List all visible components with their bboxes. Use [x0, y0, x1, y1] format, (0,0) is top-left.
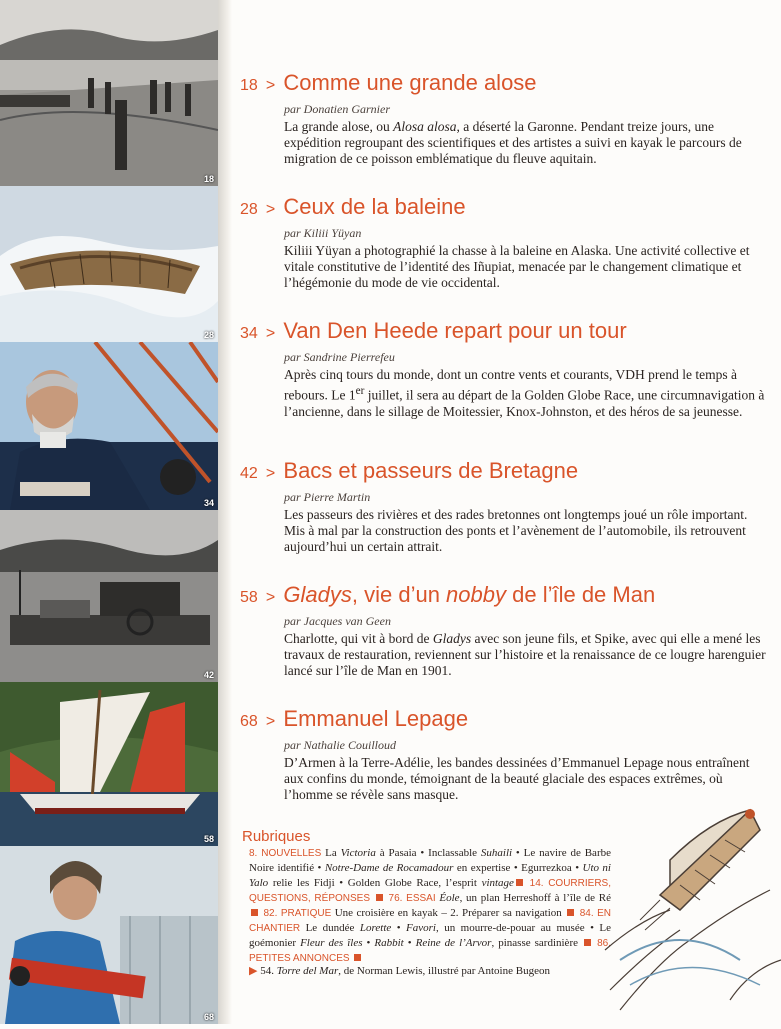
title-italic: nobby [446, 582, 506, 607]
title-part: Van Den Heede repart pour un tour [283, 318, 627, 343]
article-title[interactable] [283, 318, 626, 343]
title-part: Ceux de la baleine [283, 194, 466, 219]
summary-part: Après cinq tours du monde, dont un contre vents et courants, VDH prend le temps à rebours. Le 1 [284, 367, 738, 403]
rubrique-text: , un mourre-de-pouar au musée • Le goémonier [249, 922, 611, 949]
rubrique-text: • [391, 922, 407, 934]
article-arrow: > [265, 201, 276, 218]
rubrique-italic: Victoria [340, 847, 376, 859]
photo-whale-boat [0, 186, 218, 344]
rubriques-heading: Rubriques [242, 828, 311, 845]
article-heading[interactable] [240, 458, 760, 487]
rubrique-keyword: 86. PETITES ANNONCES [249, 938, 611, 964]
summary-part: Les passeurs des rivières et des rades bretonnes ont longtemps joué un rôle important. Mis à mal par la construction des ponts et l’avènement de l’automobile, ils retrouvent aujourd’hui un certain attrait. [284, 507, 748, 554]
bullet-square [584, 939, 591, 946]
summary-part: La grande alose, ou [284, 119, 394, 134]
rubrique-text: Le dundée [300, 922, 360, 934]
article-entry[interactable] [240, 318, 765, 420]
photo-artist-portrait [0, 846, 218, 1024]
summary-part: Kiliii Yüyan a photographié la chasse à la baleine en Alaska. Une activité collective et vitale constitutive de l’identité des Iñupiat, menacée par le changement climatique et l’hégémonie du mode de vie occidental. [284, 243, 750, 290]
article-title[interactable] [283, 70, 536, 95]
photo-page-number: 68 [203, 1012, 214, 1022]
article-author: par Nathalie Couilloud [284, 738, 397, 752]
rubrique-keyword: 14. COURRIERS, QUESTIONS, RÉPONSES [249, 878, 611, 904]
article-author: par Kiliii Yüyan [284, 226, 362, 240]
triangle-icon: ▶ [249, 965, 258, 977]
bullet-square [516, 879, 523, 886]
rubrique-italic: Fleur des îles [300, 937, 363, 949]
bullet-square [354, 954, 361, 961]
rubrique-italic: vintage [481, 877, 514, 889]
article-title[interactable] [283, 582, 655, 607]
rubriques-list [249, 846, 611, 966]
article-summary [284, 367, 770, 420]
rubrique-italic: Éole [439, 892, 460, 904]
article-entry[interactable] [240, 706, 760, 803]
rubrique-text: à Pasaia • Inclassable [375, 847, 481, 859]
photo-page-number: 42 [203, 670, 214, 680]
article-heading[interactable] [240, 194, 760, 223]
article-title[interactable] [283, 458, 578, 483]
photo-sailor-portrait [0, 342, 218, 512]
photo-page-number: 58 [203, 834, 214, 844]
article-page-number: 28 [240, 201, 258, 218]
article-entry[interactable] [240, 194, 760, 291]
rubrique-text: relie les Fidji • Golden Globe Race, l’esprit [268, 877, 482, 889]
article-heading[interactable] [240, 582, 760, 611]
photo-strip [0, 0, 218, 1024]
title-part: Emmanuel Lepage [283, 706, 469, 731]
rubrique-text: • Le navire de Barbe Noire identifié • [249, 847, 611, 874]
photo-nobby-sailboat [0, 682, 218, 848]
rubrique-italic: Rabbit [374, 937, 404, 949]
summary-italic: Alosa alosa [393, 119, 457, 134]
article-arrow: > [265, 713, 276, 730]
article-page-number: 42 [240, 465, 258, 482]
photo-page-number: 28 [203, 330, 214, 340]
page-gutter [218, 0, 232, 1024]
article-title[interactable] [283, 194, 465, 219]
title-part: de l’île de Man [506, 582, 656, 607]
article-author: par Donatien Garnier [284, 102, 390, 116]
photo-ferry-carriage [0, 510, 218, 684]
footer-note[interactable] [249, 964, 550, 977]
article-summary [284, 119, 770, 167]
photo-page-number: 18 [203, 174, 214, 184]
article-author: par Pierre Martin [284, 490, 371, 504]
article-author: par Sandrine Pierrefeu [284, 350, 395, 364]
photo-fishermen-net [0, 0, 218, 188]
article-page-number: 68 [240, 713, 258, 730]
title-part: Comme une grande alose [283, 70, 537, 95]
article-summary [284, 631, 770, 679]
rubrique-keyword: 76. ESSAI [384, 893, 440, 904]
article-heading[interactable] [240, 70, 760, 99]
rubrique-text: , pinasse sardinière [491, 937, 583, 949]
rubrique-italic: Lorette [359, 922, 392, 934]
rubrique-keyword: 8. NOUVELLES [249, 848, 322, 859]
rubrique-italic: Favori [406, 922, 436, 934]
article-arrow: > [265, 465, 276, 482]
article-author: par Jacques van Geen [284, 614, 391, 628]
rubrique-italic: Uto ni Yalo [249, 862, 611, 889]
rubrique-italic: Reine de l’Arvor [415, 937, 492, 949]
article-arrow: > [265, 589, 276, 606]
footer-italic: Torre del Mar [276, 965, 339, 977]
summary-part: , a déserté la Garonne. Pendant treize jours, une expédition regroupant des scientifiques et des artistes a suivi en kayak le parcours de migration de ce poisson emblématique du fleuve aquitain. [284, 119, 742, 166]
article-heading[interactable] [240, 706, 760, 735]
article-arrow: > [265, 77, 276, 94]
title-part: , vie d’un [351, 582, 447, 607]
article-summary [284, 755, 770, 803]
title-part: Bacs et passeurs de Bretagne [283, 458, 579, 483]
summary-part: Charlotte, qui vit à bord de [284, 631, 433, 646]
article-summary [284, 243, 770, 291]
summary-part: avec son jeune fils, et Spike, avec qui elle a mené les travaux de restauration, reviennent sur l’histoire et la renaissance de ce lougre harenguier lancé sur l’île de Man en 1901. [284, 631, 766, 678]
rubrique-keyword: 82. PRATIQUE [260, 908, 332, 919]
photo-page-number: 34 [203, 498, 214, 508]
article-arrow: > [265, 325, 276, 342]
rubrique-keyword: 84. EN CHANTIER [249, 908, 611, 934]
article-entry[interactable] [240, 458, 760, 555]
title-italic: Gladys [283, 582, 352, 607]
article-page-number: 34 [240, 325, 258, 342]
summary-part: juillet, il sera au départ de la Golden Globe Race, une circumnavigation à l’ancienne, dans le sillage de Moitessier, Knox-Johnston, et des héros de sa jeunesse. [284, 387, 765, 419]
bullet-square [567, 909, 574, 916]
rubrique-italic: Suhaili [480, 847, 513, 859]
article-page-number: 18 [240, 77, 258, 94]
article-heading[interactable] [240, 318, 760, 347]
rubrique-text: en expertise • Egurrezkoa • [453, 862, 583, 874]
summary-sup: er [355, 385, 365, 397]
article-page-number: 58 [240, 589, 258, 606]
rubrique-text: • [403, 937, 416, 949]
kayak-sketch-illustration [600, 800, 781, 1024]
article-entry[interactable] [240, 582, 766, 679]
rubrique-text: , un plan Herreshoff à l’île de Ré [459, 892, 611, 904]
rubrique-text: • [362, 937, 375, 949]
rubrique-text: La [321, 847, 341, 859]
rubrique-text: Une croisière en kayak – 2. Préparer sa navigation [331, 907, 566, 919]
article-title[interactable] [283, 706, 468, 731]
footer-text: , de Norman Lewis, illustré par Antoine Bugeon [338, 965, 550, 977]
footer-text: 54. [257, 965, 277, 977]
summary-part: D’Armen à la Terre-Adélie, les bandes dessinées d’Emmanuel Lepage nous entraînent aux confins du monde, témoignant de la beauté glaciale des espaces extrêmes, où l’homme se révèle sans masque. [284, 755, 750, 802]
rubrique-italic: Notre-Dame de Rocamadour [324, 862, 454, 874]
summary-italic: Gladys [432, 631, 472, 646]
article-entry[interactable] [240, 70, 760, 167]
bullet-square [376, 894, 383, 901]
article-summary [284, 507, 770, 555]
bullet-square [251, 909, 258, 916]
